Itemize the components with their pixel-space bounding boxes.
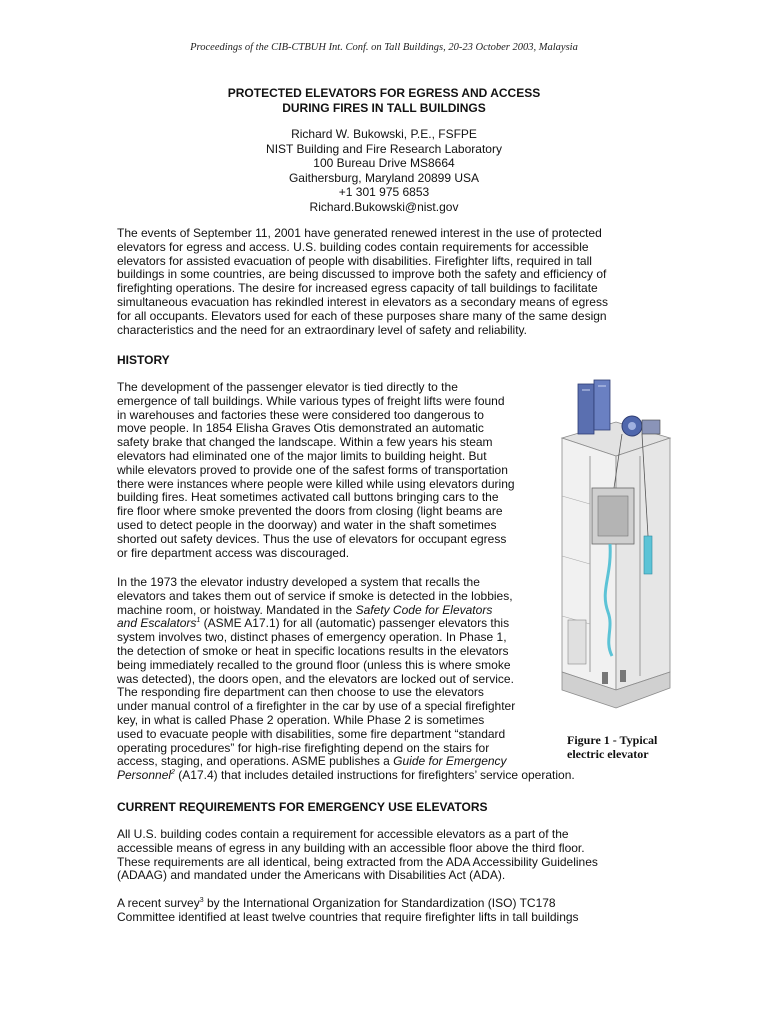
author-phone: +1 301 975 6853	[338, 185, 430, 199]
shaft-wall-right	[616, 438, 670, 690]
caption-line-1: Figure 1 - Typical	[567, 733, 658, 747]
text-line: These requirements are all identical, being extracted from the ADA Accessibility Guidelines	[117, 854, 598, 869]
text-line: simultaneous evacuation has rekindled interest in elevators as a secondary means of egress	[117, 294, 608, 309]
text-line: buildings in some countries, are being discussed to improve both the safety and efficiency of	[117, 267, 607, 282]
text-run: (A17.4) that includes detailed instructions for firefighters’ service operation.	[174, 768, 575, 783]
text-line: elevators and takes them out of service if smoke is detected in the lobbies,	[117, 588, 513, 603]
text-run: machine room, or hoistway. Mandated in the	[117, 602, 356, 617]
text-line: elevators for assisted evacuation of people with disabilities. Firefighter lifts, required in tall	[117, 253, 592, 268]
control-cabinet	[594, 380, 610, 430]
text-line: The events of September 11, 2001 have generated renewed interest in the use of protected	[117, 226, 602, 240]
author-email: Richard.Bukowski@nist.gov	[309, 199, 459, 214]
text-line: safety brake that changed the landscape. Within a few years his steam	[117, 435, 493, 450]
hoist-motor	[642, 420, 660, 434]
author-block	[0, 127, 768, 214]
current-paragraph-2	[117, 897, 579, 925]
paper-title	[0, 86, 768, 116]
text-line: building fires. Heat sometimes activated call buttons bringing cars to the	[117, 490, 499, 505]
text-line: The responding fire department can then choose to use the elevators	[117, 685, 484, 700]
figure-caption	[567, 733, 657, 761]
text-line: the detection of smoke or heat in specific locations results in the elevators	[117, 643, 509, 658]
history-paragraph-1	[117, 381, 515, 560]
text-line: being immediately recalled to the ground floor (unless this is where smoke	[117, 657, 511, 672]
text-line: move people. In 1854 Elisha Graves Otis demonstrated an automatic	[117, 421, 484, 436]
footnote-marker: 1	[196, 617, 201, 625]
code-title-italic: Safety Code for Elevators	[355, 602, 493, 617]
caption-line-2: electric elevator	[567, 747, 649, 761]
current-requirements-heading: CURRENT REQUIREMENTS FOR EMERGENCY USE ELEVATORS	[117, 800, 488, 814]
footnote-marker: 2	[171, 769, 175, 777]
history-paragraph-2	[117, 576, 575, 783]
text-line: key, in what is called Phase 2 operation. While Phase 2 is sometimes	[117, 712, 485, 727]
text-line: in warehouses and factories these were considered too dangerous to	[117, 407, 484, 422]
sheave-hub	[628, 422, 636, 430]
abstract-paragraph	[117, 227, 608, 337]
history-heading: HISTORY	[117, 353, 170, 367]
text-line: used to detect people in the doorway) and water in the shaft sometimes	[117, 517, 497, 532]
text-line: In the 1973 the elevator industry developed a system that recalls the	[117, 575, 480, 589]
text-line: operating procedures” for high-rise firefighting depend on the stairs for	[117, 740, 490, 755]
text-line: firefighting operations. The desire for increased egress capacity of tall buildings to facilitate	[117, 281, 598, 296]
text-line: fire floor where smoke prevented the doors from closing (light beams are	[117, 504, 503, 519]
text-line: for all occupants. Elevators used for each of these purposes share many of the same design	[117, 308, 607, 323]
text-line: under manual control of a firefighter in the car by use of a special firefighter	[117, 699, 516, 714]
text-line	[117, 755, 575, 769]
text-line: characteristics and the need for an extraordinary level of safety and reliability.	[117, 322, 527, 337]
text-line	[117, 604, 575, 618]
running-header: Proceedings of the CIB-CTBUH Int. Conf. on Tall Buildings, 20-23 October 2003, Malaysia	[190, 42, 578, 53]
text-run: by the International Organization for Standardization (ISO) TC178	[203, 896, 556, 910]
text-line: All U.S. building codes contain a requirement for accessible elevators as a part of the	[117, 827, 569, 841]
landing-door	[568, 620, 586, 664]
text-line: Committee identified at least twelve countries that require firefighter lifts in tall buildings	[117, 909, 579, 924]
text-line: shorted out safety devices. Thus the use of elevators for occupant egress	[117, 531, 507, 546]
guide-title-italic: Personnel	[117, 768, 172, 783]
text-line: system involves two, distinct phases of emergency operation. In Phase 1,	[117, 630, 507, 645]
text-line: while elevators proved to provide one of the safest forms of transportation	[117, 462, 508, 477]
title-line-2: DURING FIRES IN TALL BUILDINGS	[282, 101, 486, 115]
text-line: was detected), the doors open, and the elevators are locked out of service.	[117, 671, 514, 686]
control-cabinet	[578, 384, 594, 434]
text-line: emergence of tall buildings. While various types of freight lifts were found	[117, 393, 505, 408]
elevator-cutaway-illustration	[556, 376, 674, 710]
text-run: A recent survey	[117, 896, 200, 910]
code-title-italic: and Escalators	[117, 616, 197, 631]
text-line: used to evacuate people with disabilities, some fire department “standard	[117, 726, 506, 741]
text-line	[117, 769, 575, 783]
text-run: access, staging, and operations. ASME publishes a	[117, 754, 394, 769]
text-line: or fire department access was discouraged.	[117, 545, 350, 560]
pit-buffer	[602, 672, 608, 684]
text-line: The development of the passenger elevator is tied directly to the	[117, 380, 458, 394]
text-line: there were instances where people were killed while using elevators during	[117, 476, 515, 491]
text-line: elevators had eliminated one of the major limits to building height. But	[117, 448, 487, 463]
text-line: accessible means of egress in any building with an accessible floor above the third floor.	[117, 840, 585, 855]
text-line: (ADAAG) and mandated under the Americans with Disabilities Act (ADA).	[117, 868, 506, 883]
footnote-marker: 3	[199, 897, 204, 904]
author-affiliation: NIST Building and Fire Research Laboratory	[266, 141, 502, 156]
guide-title-italic: Guide for Emergency	[393, 754, 507, 769]
text-run: (ASME A17.1) for all (automatic) passenger elevators this	[200, 616, 510, 631]
pit-buffer	[620, 670, 626, 682]
text-line: elevators for egress and access. U.S. building codes contain requirements for accessible	[117, 239, 589, 254]
author-city: Gaithersburg, Maryland 20899 USA	[288, 170, 480, 185]
title-line-1: PROTECTED ELEVATORS FOR EGRESS AND ACCESS	[227, 86, 541, 100]
text-line	[117, 617, 575, 631]
current-paragraph-1	[117, 828, 598, 883]
text-line	[117, 897, 579, 911]
author-name: Richard W. Bukowski, P.E., FSFPE	[291, 127, 477, 141]
car-door	[598, 496, 628, 536]
counterweight	[644, 536, 652, 574]
author-street: 100 Bureau Drive MS8664	[313, 156, 455, 170]
